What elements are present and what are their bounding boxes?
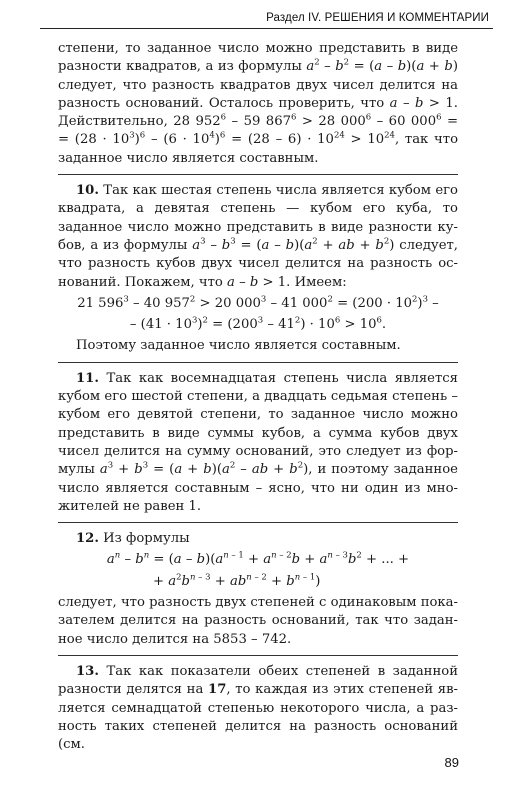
section-12-text: следует, что разность двух степеней с одинаковым пока- зателем делится на разность оснований, так что задан- ное число делится на 5853 – 742. (58, 595, 458, 647)
section-divider (58, 362, 458, 363)
section-9-text: степени, то заданное число можно представить в виде разности квадратов, а из формулы $a^2 - b^2 = (a - b)(a + b)$ следует, что разность квадратов двух чисел делится на разность оснований. Осталось проверить, что a – b > 1. Действительно, 28 $952^6 - 59$ $867^6 > 28$ $000^6 - 60$ $000^6$ = = $(28 \cdot 10^3)^6 - (6 \cdot 10^4)^6 = (28 - 6) \cdot 10^{24} > 10^{24}$, так что заданное число является составным. (58, 41, 459, 166)
section-divider (58, 655, 458, 656)
header-rule (40, 28, 493, 29)
equation-10-line2: – $(41 \cdot 10^3)^2 = (200^3 - 41^2) \cdot 10^6 > 10^6$. (129, 315, 387, 333)
section-13-text: 13. Так как показатели обеих степеней в заданной разности делятся на 17, то каждая из этих степеней яв- ляется семнадцатой степенью некоторого числа, а раз- ность таких степеней делится на разность оснований (см. (58, 663, 458, 753)
header-title: Раздел IV. РЕШЕНИЯ И КОММЕНТАРИИ (266, 12, 489, 24)
formula-check: a – b > 1. (389, 95, 458, 111)
formula-check-10: a – b > 1. (227, 274, 291, 290)
equation-10-line1: 21 $596^3 - 40$ $957^2 > 20$ $000^3 - 41$ $000^2 = (200 \cdot 10^2)^3$ – (77, 294, 439, 311)
formula-diff-cubes: $a^3 - b^3 = (a - b)(a^2$ + ab + $b^2$) (192, 236, 395, 253)
section-12-number: 12. (76, 531, 99, 547)
section-11-number: 11. (76, 370, 99, 386)
section-divider (58, 522, 458, 523)
section-10-text: 10. Так как шестая степень числа является кубом его квадрата, а девятая степень — кубом его куба, то заданное число можно представить в виде разности ку- бов, а из формулы $a^3 - b^3 = (a - b)(a^2$ + ab + $b^2$) следует, что разность кубов двух чисел делится на разность ос- нований. Покажем, что a – b > 1. Имеем: (58, 183, 458, 290)
section-12-intro: 12. Из формулы (76, 531, 190, 547)
equation-12-line2: + $a^2b^{n - 3} + ab^{n - 2} + b^{n - 1}$) (153, 572, 321, 589)
equation-12-line1: $a^n - b^n = (a - b)(a^{n - 1} + a^{n - 2}b + a^{n - 3}b^2$ + ... + (106, 551, 410, 568)
section-divider (58, 174, 458, 175)
section-10-conclusion: Поэтому заданное число является составным. (76, 338, 401, 354)
formula-sum-cubes: $a^3 + b^3 = (a + b)(a^2$ – ab + $b^2$) (99, 460, 309, 478)
page-content (58, 40, 458, 754)
section-11-text: 11. Так как восемнадцатая степень числа является кубом его шестой степени, а двадцать седьмая степень – кубом его девятой степени, то заданное число можно представить в виде суммы кубов, а сумма кубов двух чисел делится на сумму оснований, это следует из фор- мулы $a^3 + b^3 = (a + b)(a^2$ – ab + $b^2$), и поэтому заданное число является составным – ясно, что ни один из мно- жителей не равен 1. (58, 370, 458, 514)
section-10-number: 10. (76, 183, 99, 199)
formula-diff-squares: $a^2 - b^2 = (a - b)(a + b)$ (306, 57, 458, 75)
page-number: 89 (444, 755, 459, 770)
running-header (40, 6, 493, 30)
section-13-number: 13. (76, 663, 99, 679)
